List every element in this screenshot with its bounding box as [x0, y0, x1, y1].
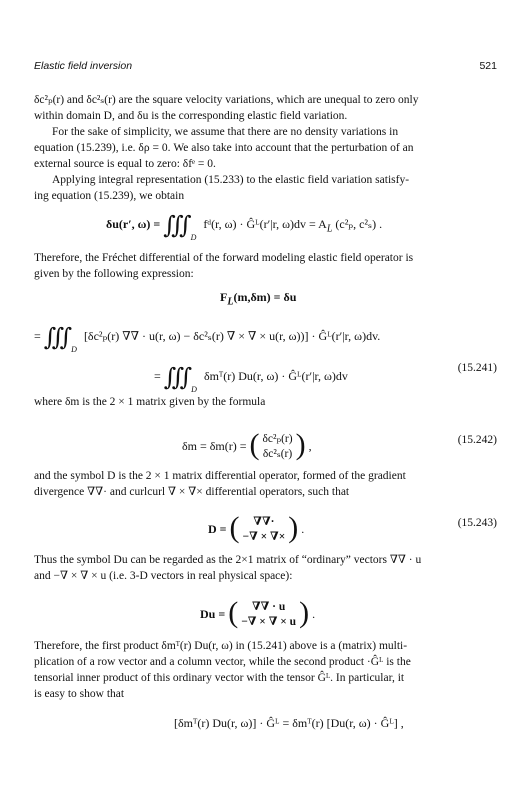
text-line: Therefore, the first product δmᵀ(r) Du(r, ω) in (15.241) above is a (matrix) multi- [34, 640, 408, 652]
eq-integrand: fᵈ(r, ω) · Ĝᴸ(r′|r, ω)dv = A [203, 217, 327, 231]
equation-15-242: δm = δm(r) = ( δc²ₚ(r) δc²ₛ(r) ) , (15.242) [182, 428, 497, 461]
text-line: δc²ₚ(r) and δc²ₛ(r) are the square velocity variations, which are unequal to zero only [34, 94, 419, 106]
eq-lhs: δu(r′, ω) = [106, 217, 161, 231]
paragraph-velocity-variations [34, 92, 497, 124]
text-line: ing equation (15.239), we obtain [34, 190, 185, 202]
text-line: and the symbol D is the 2 × 1 matrix differential operator, formed of the gradient [34, 470, 406, 482]
page-number: 521 [479, 60, 497, 72]
column-vector [241, 600, 296, 630]
eq-lhs: D = [208, 522, 227, 536]
text-line: equation (15.239), i.e. δρ = 0. We also take into account that the perturbation of an [34, 142, 414, 154]
eq-lhs: δm = δm(r) = [182, 439, 247, 453]
text-line: and −∇ × ∇ × u (i.e. 3-D vectors in real physical space): [34, 570, 293, 582]
integral-domain: D [71, 345, 77, 354]
eq-body: [δc²ₚ(r) ∇∇ · u(r, ω) − δc²ₛ(r) ∇ × ∇ × u(r, ω))] · Ĝᴸ(r′|r, ω)dv. [83, 329, 381, 343]
text-line: within domain D, and δu is the corresponding elastic field variation. [34, 110, 348, 122]
triple-integral-symbol: ∭ [163, 365, 186, 391]
equation-expanded [34, 318, 497, 354]
text-line: is easy to show that [34, 688, 125, 700]
text-line: tensorial inner product of this ordinary vector with the tensor Ĝᴸ. In particular, it [34, 672, 405, 684]
text-line: Thus the symbol Du can be regarded as the 2×1 matrix of “ordinary” vectors ∇∇ · u [34, 554, 422, 566]
eq-lhs: Du = [200, 607, 226, 621]
text-line: plication of a row vector and a column vector, while the second product ·Ĝᴸ is the [34, 656, 411, 668]
integral-domain: D [191, 385, 197, 394]
eq-text: F [220, 290, 228, 304]
vector-top: δc²ₚ(r) [262, 433, 293, 446]
equation-frechet-operator [34, 290, 497, 310]
eq-equals: = [34, 329, 44, 343]
text-line: For the sake of simplicity, we assume that there are no density variations in [52, 126, 399, 138]
text-line: Therefore, the Fréchet differential of the forward modeling elastic field operator is [34, 252, 414, 264]
equation-15-241 [34, 358, 497, 394]
paragraph-integral-representation [34, 172, 497, 204]
equation-number: (15.243) [457, 517, 497, 529]
vector-bottom: −∇ × ∇× [242, 531, 286, 544]
equation-number: (15.242) [457, 434, 497, 446]
paragraph-frechet [34, 250, 497, 282]
page-header [34, 60, 497, 74]
vector-top: ∇∇· [253, 516, 275, 529]
text-line: given by the following expression: [34, 268, 194, 280]
equation-number: (15.241) [457, 362, 497, 374]
text-line: divergence ∇∇· and curlcurl ∇ × ∇× differential operators, such that [34, 486, 350, 498]
column-vector [263, 432, 293, 462]
triple-integral-symbol: ∭ [163, 213, 185, 239]
equation-tensor-product [34, 716, 497, 736]
vector-top: ∇∇ · u [251, 601, 286, 614]
column-vector [243, 515, 286, 545]
paragraph-density-assumption [34, 124, 497, 172]
eq-rest: (m,δm) = δu [233, 290, 297, 304]
equation-15-243: D = ( ∇∇· −∇ × ∇× ) . (15.243) [208, 511, 497, 544]
text-line: where δm is the 2 × 1 matrix given by the formula [34, 396, 266, 408]
eq-args: (c²ₚ, c²ₛ) . [335, 217, 383, 231]
text-line: external source is equal to zero: δfᵉ = 0. [34, 158, 216, 170]
equation-du: Du = ( ∇∇ · u −∇ × ∇ × u ) . [200, 596, 316, 629]
paragraph-products [34, 638, 497, 702]
paragraph-delta-m [34, 394, 497, 410]
text-line: Applying integral representation (15.233) to the elastic field variation satisfy- [52, 174, 410, 186]
eq-sub: L [227, 296, 234, 308]
running-head: Elastic field inversion [34, 60, 133, 72]
eq-equals: = [154, 369, 164, 383]
vector-bottom: −∇ × ∇ × u [241, 616, 297, 629]
vector-bottom: δc²ₛ(r) [262, 448, 293, 461]
paragraph-operator-d [34, 468, 497, 500]
equation-delta-u [34, 206, 497, 242]
integral-domain: D [190, 233, 197, 242]
eq-sub: L [326, 223, 333, 235]
triple-integral-symbol: ∭ [43, 325, 66, 351]
eq-body: δmᵀ(r) Du(r, ω) · Ĝᴸ(r′|r, ω)dv [203, 369, 348, 383]
paragraph-du-vectors [34, 552, 497, 584]
eq-body: [δmᵀ(r) Du(r, ω)] · Ĝᴸ = δmᵀ(r) [Du(r, ω) · Ĝᴸ] , [174, 716, 404, 730]
